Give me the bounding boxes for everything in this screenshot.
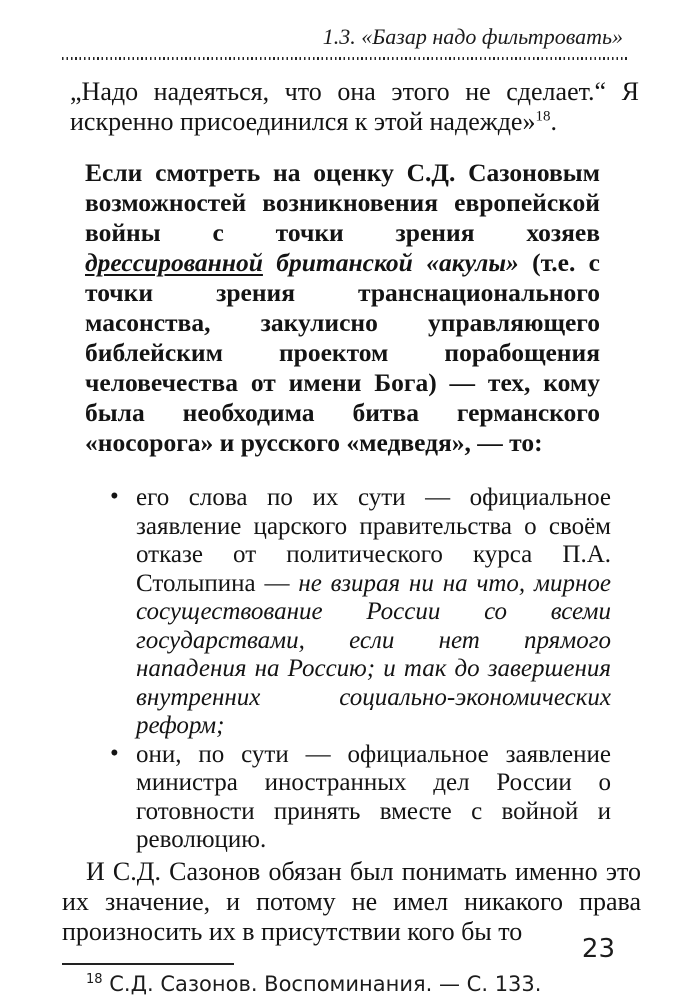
intro-paragraph <box>70 77 639 137</box>
closing-paragraph: И С.Д. Сазонов обязан был понимать именно это их значение, и потому не имел никакого права произносить их в присутствии кого бы то <box>62 856 641 946</box>
header-divider <box>62 57 629 60</box>
running-header: 1.3. «Базар надо фильтровать» <box>322 24 623 49</box>
list-item-text: его слова по их сути — официальное заявление царского правительства о своём отказе от политического курса П.А. Столыпина — <box>136 484 611 597</box>
bullet-icon: • <box>110 483 119 510</box>
emphasis-italic: британской «акулы» <box>262 248 533 277</box>
bullet-icon: • <box>110 739 119 767</box>
list-item-text: они, по сути — официальное заявление министра иностранных дел России о готовности принять вместе с войной и революцию. <box>136 740 611 853</box>
emphasis-paragraph <box>85 158 600 458</box>
intro-text: „Надо надеяться, что она этого не сделает.“ Я искренно присоединился к этой надежде» <box>70 77 639 136</box>
footnote-text: С.Д. Сазонов. Воспоминания. — С. 133. <box>109 971 542 996</box>
footnote-ref: 18 <box>535 108 551 125</box>
bullet-list <box>62 484 611 855</box>
list-item <box>110 484 611 741</box>
footnote-divider <box>62 963 234 965</box>
footnote-marker: 18 <box>86 971 103 987</box>
intro-after-ref: . <box>550 107 557 136</box>
emphasis-underlined: дрессированной <box>85 248 263 277</box>
list-item-text-italic: не взирая ни на что, мирное сосуществование России со всеми государствами, если нет прямого нападения на Россию; и так до завершения внутренних социально-экономических реформ; <box>136 569 611 739</box>
page-number: 23 <box>581 934 615 964</box>
footnote <box>62 971 641 997</box>
emphasis-part2: (т.е. с точки зрения транснационального масонства, закулисно управляющего библейским проектом порабощения человечества от имени Бога) — тех, кому была необходима битва германского «носорога» и русского «медведя», — то: <box>85 248 600 457</box>
list-item <box>110 741 611 855</box>
emphasis-part1: Если смотреть на оценку С.Д. Сазоновым возможностей возникновения европейской войны с точки зрения хозяев <box>85 158 600 247</box>
